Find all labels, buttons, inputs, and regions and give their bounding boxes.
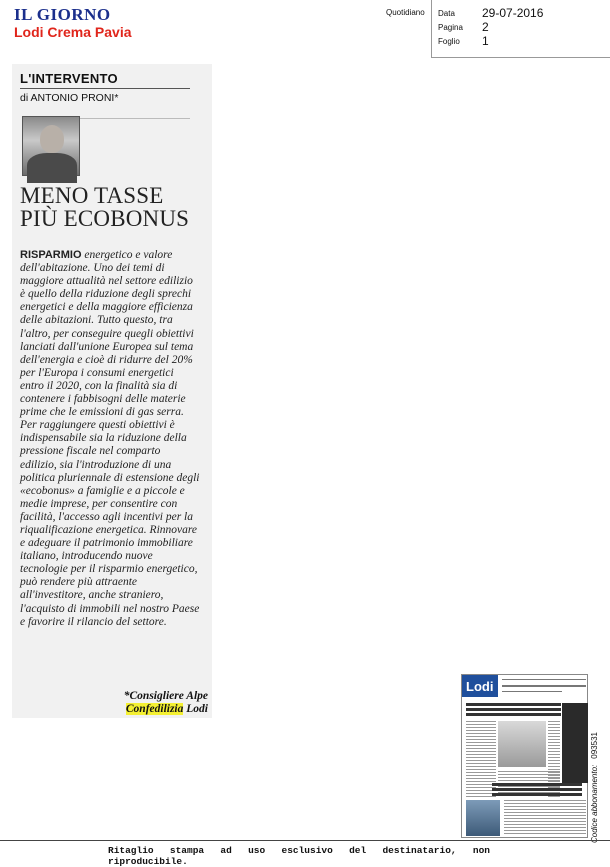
newspaper-title: IL GIORNO bbox=[14, 5, 111, 24]
page-value: 2 bbox=[482, 20, 489, 34]
paragraph-1 bbox=[20, 249, 200, 419]
publication-type: Quotidiano bbox=[386, 8, 425, 17]
lead-word: RISPARMIO bbox=[20, 249, 82, 261]
signature-city: Lodi bbox=[183, 703, 208, 715]
footer-notice: Ritaglio stampa ad uso esclusivo del destinatario, non riproducibile. bbox=[108, 845, 490, 867]
article-byline: di ANTONIO PRONI* bbox=[20, 92, 119, 104]
thumbnail-photo bbox=[466, 800, 500, 836]
meta-date-row bbox=[438, 6, 610, 20]
thumbnail-photo bbox=[498, 721, 546, 767]
newspaper-edition: Lodi Crema Pavia bbox=[14, 24, 132, 40]
article-body bbox=[20, 249, 200, 629]
author-photo-body bbox=[27, 153, 77, 183]
thumbnail-rule bbox=[502, 679, 586, 680]
headline-line-2: PIÙ ECOBONUS bbox=[20, 206, 190, 231]
thumbnail-masthead bbox=[462, 675, 498, 697]
author-photo bbox=[22, 116, 80, 176]
sheet-value: 1 bbox=[482, 34, 489, 48]
thumbnail-headline bbox=[466, 703, 561, 717]
article-column bbox=[12, 64, 212, 718]
subscription-code bbox=[590, 693, 599, 843]
signature-line-2 bbox=[124, 703, 208, 716]
article-kicker: L'INTERVENTO bbox=[20, 71, 118, 86]
paragraph-1-text: energetico e valore dell'abitazione. Uno dei temi di maggiore attualità nel settore edilizio è quello della riduzione degli sprechi energetici e della maggiore efficienza delle abitazioni. Tutto questo, tra l'altro, per conseguire quegli obiettivi lanciati dall'unione Europea sul tema dell'energia e cioè di ridurre del 20% per l'Europa i consumi energetici entro il 2020, con la finalità sia di contenere i fabbisogni delle materie prime che le emissioni di gas serra. bbox=[20, 249, 194, 419]
masthead bbox=[14, 6, 134, 40]
meta-sheet-row bbox=[438, 34, 610, 48]
sheet-label: Foglio bbox=[438, 37, 460, 46]
date-value: 29-07-2016 bbox=[482, 6, 544, 20]
paragraph-2: Per raggiungere questi obiettivi è indispensabile sia la riduzione della pressione fiscale nel comparto edilizio, sia l'introduzione di una politica pluriennale di estensione degli «ecobonus» a famiglie e a piccole e medie imprese, per consentire con facilità, l'accesso agli incentivi per la riqualificazione energetica. Rinnovare e adeguare il patrimonio immobiliare italiano, introducendo nuove tecnologie per il risparmio energetico, può rendere più attraente all'investitore, anche straniero, l'acquisto di immobili nel nostro Paese e favorire il rilancio del settore. bbox=[20, 419, 200, 628]
photo-rule bbox=[80, 118, 190, 119]
meta-box bbox=[431, 0, 610, 58]
thumbnail-rule bbox=[502, 685, 586, 687]
author-photo-face bbox=[40, 125, 64, 153]
date-label: Data bbox=[438, 9, 455, 18]
footer bbox=[0, 840, 610, 867]
thumbnail-rule bbox=[502, 691, 562, 692]
subscription-code-label: Codice abbonamento: bbox=[590, 764, 599, 843]
headline-line-1: MENO TASSE bbox=[20, 183, 164, 208]
page-thumbnail bbox=[461, 674, 588, 838]
thumbnail-text-column bbox=[504, 800, 586, 836]
article-headline bbox=[20, 184, 189, 230]
meta-page-row bbox=[438, 20, 610, 34]
highlighted-organization: Confedilizia bbox=[125, 703, 184, 715]
subscription-code-value: 093531 bbox=[590, 732, 599, 759]
thumbnail-headline bbox=[492, 783, 582, 797]
signature-line-1: *Consigliere Alpe bbox=[123, 690, 208, 702]
page-label: Pagina bbox=[438, 23, 463, 32]
kicker-rule bbox=[20, 88, 190, 89]
author-signature bbox=[124, 690, 208, 716]
thumbnail-dark-box bbox=[562, 703, 588, 783]
thumbnail-label: Lodi bbox=[466, 679, 494, 694]
